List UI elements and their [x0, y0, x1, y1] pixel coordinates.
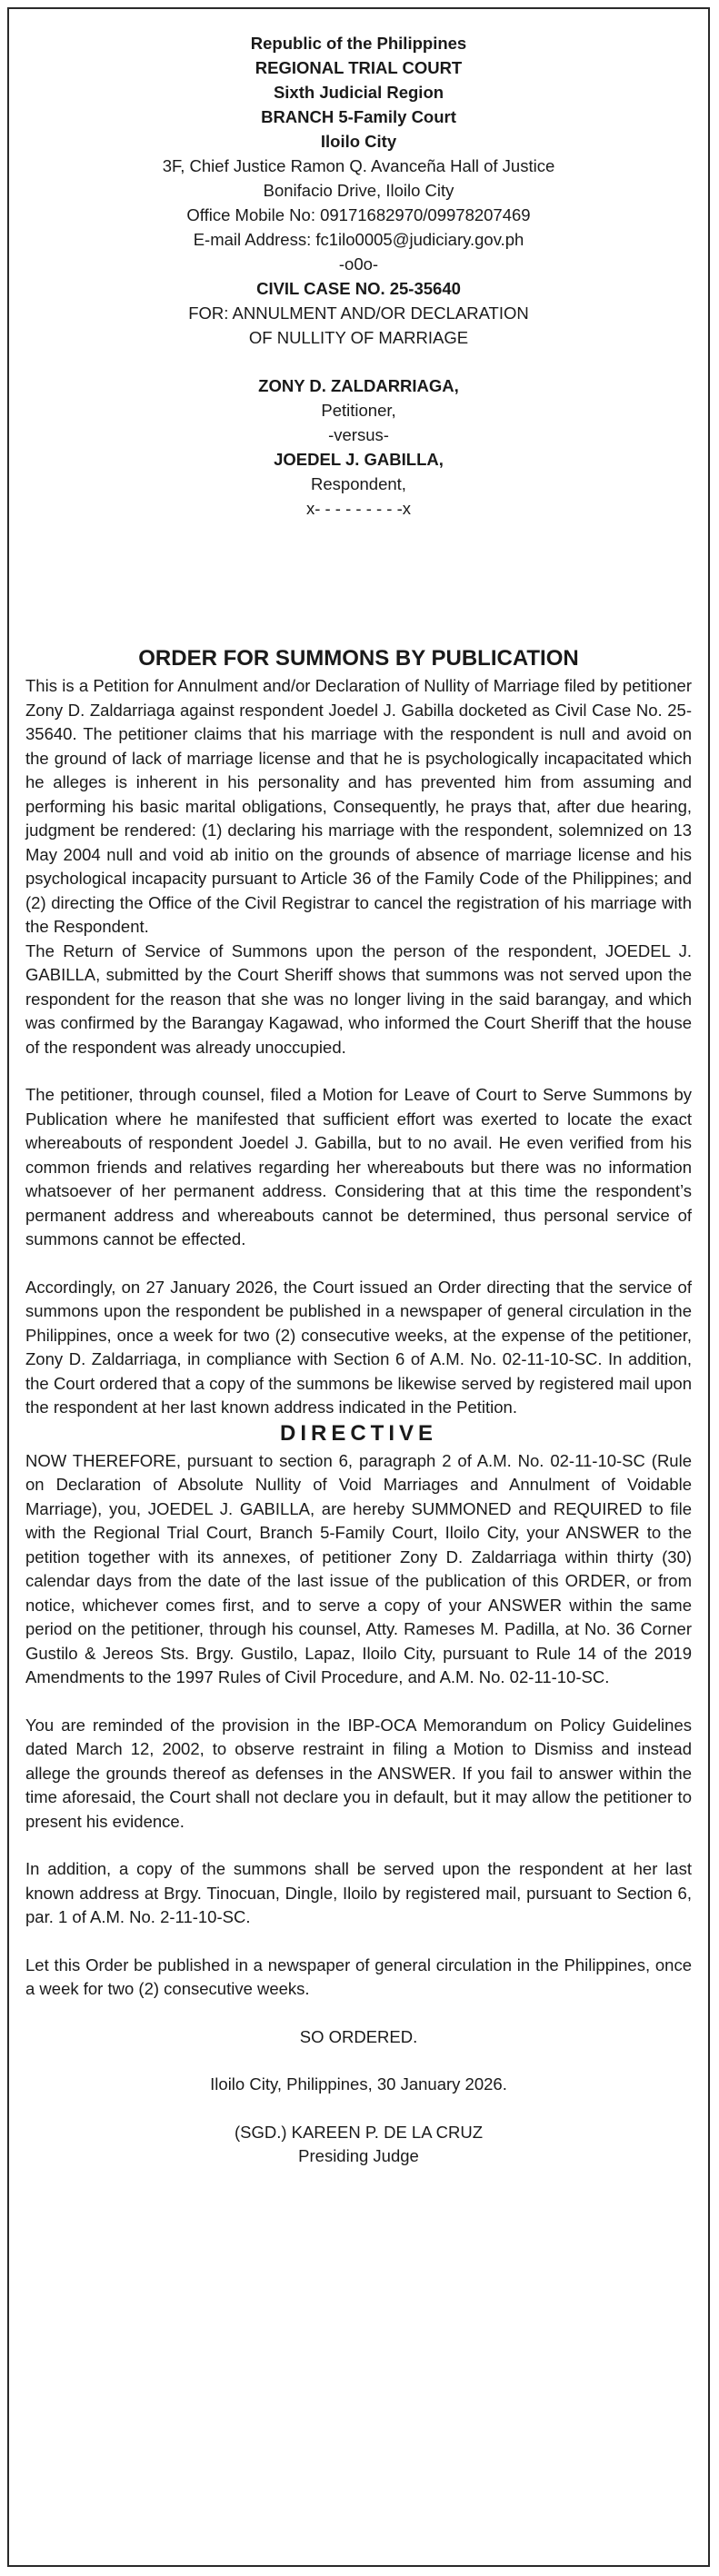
case-number: CIVIL CASE NO. 25-35640 [256, 279, 461, 298]
directive-paragraph-2: You are reminded of the provision in the IBP-OCA Memorandum on Policy Guidelines dated March 12, 2002, to observe restraint in filing a Motion to Dismiss and instead allege the grounds thereof as defenses in the ANSWER. If you fail to answer within the time aforesaid, the Court shall not declare you in default, but it may allow the petitioner to present his evidence. [25, 1715, 692, 1831]
signatory-title: Presiding Judge [298, 2146, 419, 2165]
respondent-label: Respondent, [311, 474, 406, 493]
x-line: x- - - - - - - - -x [305, 499, 412, 518]
case-for-line-1: FOR: ANNULMENT AND/OR DECLARATION [188, 303, 529, 323]
address-line-1: 3F, Chief Justice Ramon Q. Avanceña Hall of Justice [162, 156, 555, 175]
case-for-line-2: OF NULLITY OF MARRIAGE [248, 328, 469, 347]
judicial-region: Sixth Judicial Region [273, 83, 444, 102]
versus: -versus- [328, 425, 389, 444]
directive-paragraph-3: In addition, a copy of the summons shall be served upon the respondent at her last known address at Brgy. Tinocuan, Dingle, Iloilo by registered mail, pursuant to Section 6, par. 1 of A.M. No. 2-11-10-SC. [25, 1859, 692, 1926]
address-line-2: Bonifacio Drive, Iloilo City [263, 181, 454, 200]
directive-paragraph-1: NOW THEREFORE, pursuant to section 6, paragraph 2 of A.M. No. 02-11-10-SC (Rule on Declaration of Absolute Nullity of Void Marriages and Annulment of Voidable Marriage), you, JOEDEL J. GABILLA, are hereby SUMMONED and REQUIRED to file with the Regional Trial Court, Branch 5-Family Court, Iloilo City, your ANSWER to the petition together with its annexes, of petitioner Zony D. Zaldarriaga within thirty (30) calendar days from the date of the last issue of the publication of this ORDER, or from notice, whichever comes first, and to serve a copy of your ANSWER within the same period on the petitioner, through his counsel, Atty. Rameses M. Padilla, at No. 36 Corner Gustilo & Jereos Sts. Brgy. Gustilo, Lapaz, Iloilo City, pursuant to Rule 14 of the 2019 Amendments to the 1997 Rules of Civil Procedure, and A.M. No. 02-11-10-SC. [25, 1450, 692, 1686]
directive-title: DIRECTIVE [279, 1420, 437, 1446]
country-line: Republic of the Philippines [250, 34, 467, 53]
order-paragraph-4: Accordingly, on 27 January 2026, the Court issued an Order directing that the service of summons upon the respondent be published in a newspaper of general circulation in the Philippines, once a week for two (2) consecutive weeks, at the expense of the petitioner, Zony D. Zaldarriaga, in compliance with Section 6 of A.M. No. 02-11-10-SC. In addition, the Court ordered that a copy of the summons be likewise served by registered mail upon the respondent at her last known address indicated in the Petition. [25, 1277, 692, 1417]
order-paragraph-2: The Return of Service of Summons upon the person of the respondent, JOEDEL J. GABILLA, submitted by the Court Sheriff shows that summons was not served upon the respondent for the reason that she was no longer living in the said barangay, and which was confirmed by the Barangay Kagawad, who informed the Court Sheriff that the house of the respondent was already unoccupied. [25, 940, 692, 1057]
order-paragraph-1: This is a Petition for Annulment and/or Declaration of Nullity of Marriage filed by petitioner Zony D. Zaldarriaga against respondent Joedel J. Gabilla docketed as Civil Case No. 25-35640. The petitioner claims that his marriage with the respondent is null and avoid on the ground of lack of marriage license and that he is psychologically incapacitated which he alleges is inherent in his personality and has prevented him from assuming and performing his basic marital obligations, Consequently, he prays that, after due hearing, judgment be rendered: (1) declaring his marriage with the respondent, solemnized on 13 May 2004 null and void ab initio on the grounds of absence of marriage license and his psychological incapacity pursuant to Article 36 of the Family Code of the Philippines; and (2) directing the Office of the Civil Registrar to cancel the registration of his marriage with the Respondent. [25, 676, 692, 936]
separator: -o0o- [338, 254, 379, 274]
order-title: ORDER FOR SUMMONS BY PUBLICATION [138, 646, 579, 671]
so-ordered: SO ORDERED. [299, 2026, 418, 2046]
court-header [9, 31, 708, 521]
petitioner-name: ZONY D. ZALDARRIAGA, [258, 376, 459, 395]
court-city: Iloilo City [320, 132, 397, 151]
order-paragraph-3: The petitioner, through counsel, filed a Motion for Leave of Court to Serve Summons by Publication where he manifested that sufficient effort was exerted to locate the exact whereabouts of respondent Joedel J. Gabilla, but to no avail. He even verified from his common friends and relatives regarding her whereabouts but there was no information whatsoever of her permanent address. Considering that at this time the respondent’s permanent address and whereabouts cannot be determined, thus personal service of summons cannot be effected. [25, 1085, 692, 1248]
email-address: E-mail Address: fc1ilo0005@judiciary.gov.ph [193, 230, 524, 249]
place-and-date: Iloilo City, Philippines, 30 January 2026. [210, 2074, 507, 2094]
notice-frame [7, 7, 710, 2567]
petitioner-label: Petitioner, [321, 401, 396, 420]
order-body [25, 645, 692, 2169]
court-name: REGIONAL TRIAL COURT [255, 58, 463, 77]
signatory-name: (SGD.) KAREEN P. DE LA CRUZ [234, 2122, 484, 2142]
directive-paragraph-4: Let this Order be published in a newspaper of general circulation in the Philippines, once a week for two (2) consecutive weeks. [25, 1954, 692, 1998]
office-mobile: Office Mobile No: 09171682970/09978207469 [186, 205, 531, 224]
court-branch: BRANCH 5-Family Court [261, 107, 456, 126]
respondent-name: JOEDEL J. GABILLA, [274, 450, 444, 469]
